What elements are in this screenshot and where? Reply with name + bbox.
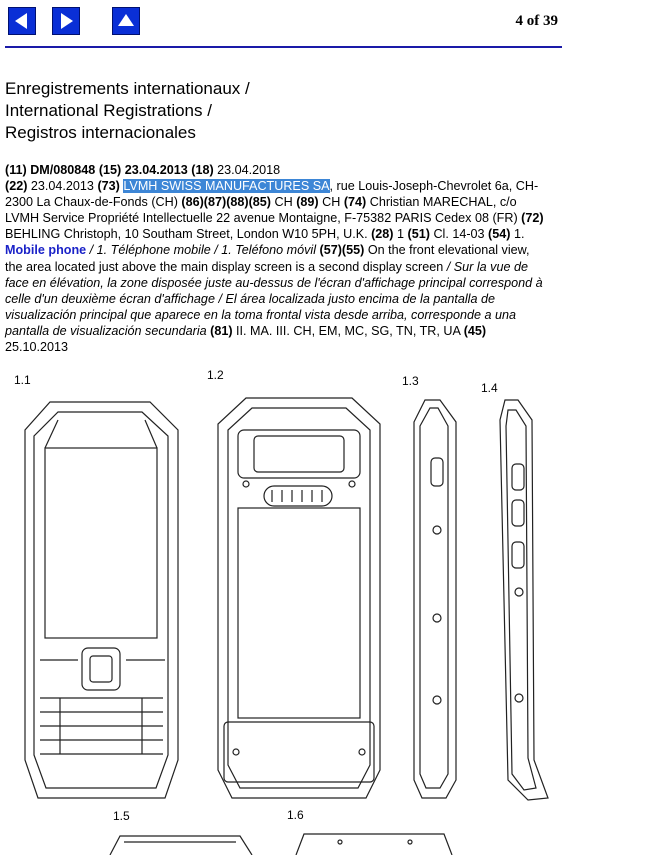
inid-57-55: (57)(55) (319, 243, 365, 258)
previous-page-button[interactable] (8, 7, 36, 35)
total-pages: 39 (543, 13, 558, 29)
up-button[interactable] (112, 7, 140, 35)
design-figures (0, 360, 649, 855)
arrow-left-icon (9, 8, 35, 34)
phone-right-side-drawing (500, 400, 548, 800)
registration-entry (5, 162, 545, 355)
title-line-fr: Enregistrements internationaux / (5, 79, 250, 98)
inid-89: (89) (296, 195, 319, 210)
inid-51: (51) (407, 227, 430, 242)
inid-54: (54) (488, 227, 511, 242)
description-en: On the front elevational view, the area located just above the main display screen is a second display screen (5, 243, 530, 274)
phone-back-view-drawing (218, 398, 380, 798)
registration-date: 23.04.2013 (124, 163, 188, 177)
title-line-en: International Registrations / (5, 101, 212, 120)
inid-74: (74) (343, 195, 367, 210)
holder-name-selected[interactable]: LVMH SWISS MANUFACTURES SA (123, 179, 330, 194)
registration-number: DM/080848 (30, 163, 96, 177)
inid-73: (73) (97, 179, 120, 194)
description-translations: / Sur la vue de face en élévation, la zone disposée juste au-dessus de l'écran d'affichage principal correspond à celle d'un deuxième écran d'affichage / El área localizada justo encima de la pantalla de visualización principal que aparece en la toma frontal vista desde arriba, corresponde a una pantalla de visualización secundaria (5, 259, 543, 338)
phone-bottom-view-drawing (296, 834, 452, 855)
header-divider (5, 46, 562, 48)
figure-label-1-2: 1.2 (207, 368, 224, 382)
figure-label-1-1: 1.1 (14, 373, 31, 387)
designated-country: CH (322, 195, 341, 210)
inid-18: (18) (191, 163, 214, 177)
phone-front-view-drawing (25, 402, 178, 798)
inid-11: (11) (5, 163, 27, 177)
holder-country: CH (274, 195, 293, 210)
inid-45: (45) (463, 323, 487, 338)
figure-label-1-4: 1.4 (481, 381, 498, 395)
phone-top-view-drawing (110, 836, 252, 855)
arrow-up-icon (113, 8, 139, 34)
next-page-button[interactable] (52, 7, 80, 35)
figure-label-1-6: 1.6 (287, 808, 304, 822)
figure-label-1-3: 1.3 (402, 374, 419, 388)
of-label: of (526, 13, 540, 29)
filing-date: 23.04.2013 (30, 179, 94, 194)
figure-label-1-5: 1.5 (113, 809, 130, 823)
inid-81: (81) (210, 323, 233, 338)
phone-left-side-drawing (414, 400, 456, 798)
expiry-date: 23.04.2018 (217, 163, 281, 177)
representative: Christian MARECHAL, c/o LVMH Service Propriété Intellectuelle 22 avenue Montaigne, F-75382 PARIS Cedex 08 (FR) (5, 195, 518, 226)
number-of-designs: 1 (397, 227, 405, 242)
page-title (5, 78, 250, 144)
inid-72: (72) (521, 211, 544, 226)
product-link[interactable]: Mobile phone (5, 243, 87, 258)
locarno-class: Cl. 14-03 (433, 227, 485, 242)
publication-date: 25.10.2013 (5, 340, 69, 355)
inid-28: (28) (371, 227, 394, 242)
holder-address: , rue Louis-Joseph-Chevrolet 6a, CH-2300 La Chaux-de-Fonds (CH) (5, 179, 539, 210)
designations: II. MA. III. CH, EM, MC, SG, TN, TR, UA (236, 323, 461, 338)
product-translations: / 1. Téléphone mobile / 1. Teléfono móvil (89, 243, 317, 258)
title-line-es: Registros internacionales (5, 123, 196, 142)
creator: BEHLING Christoph, 10 Southam Street, London W10 5PH, U.K. (5, 227, 368, 242)
inid-22: (22) (5, 179, 28, 194)
page-indicator (516, 13, 559, 30)
arrow-right-icon (53, 8, 79, 34)
product-number: 1. (513, 227, 525, 242)
inid-86-88: (86)(87)(88)(85) (181, 195, 271, 210)
inid-15: (15) (98, 163, 122, 177)
current-page: 4 (515, 13, 523, 29)
